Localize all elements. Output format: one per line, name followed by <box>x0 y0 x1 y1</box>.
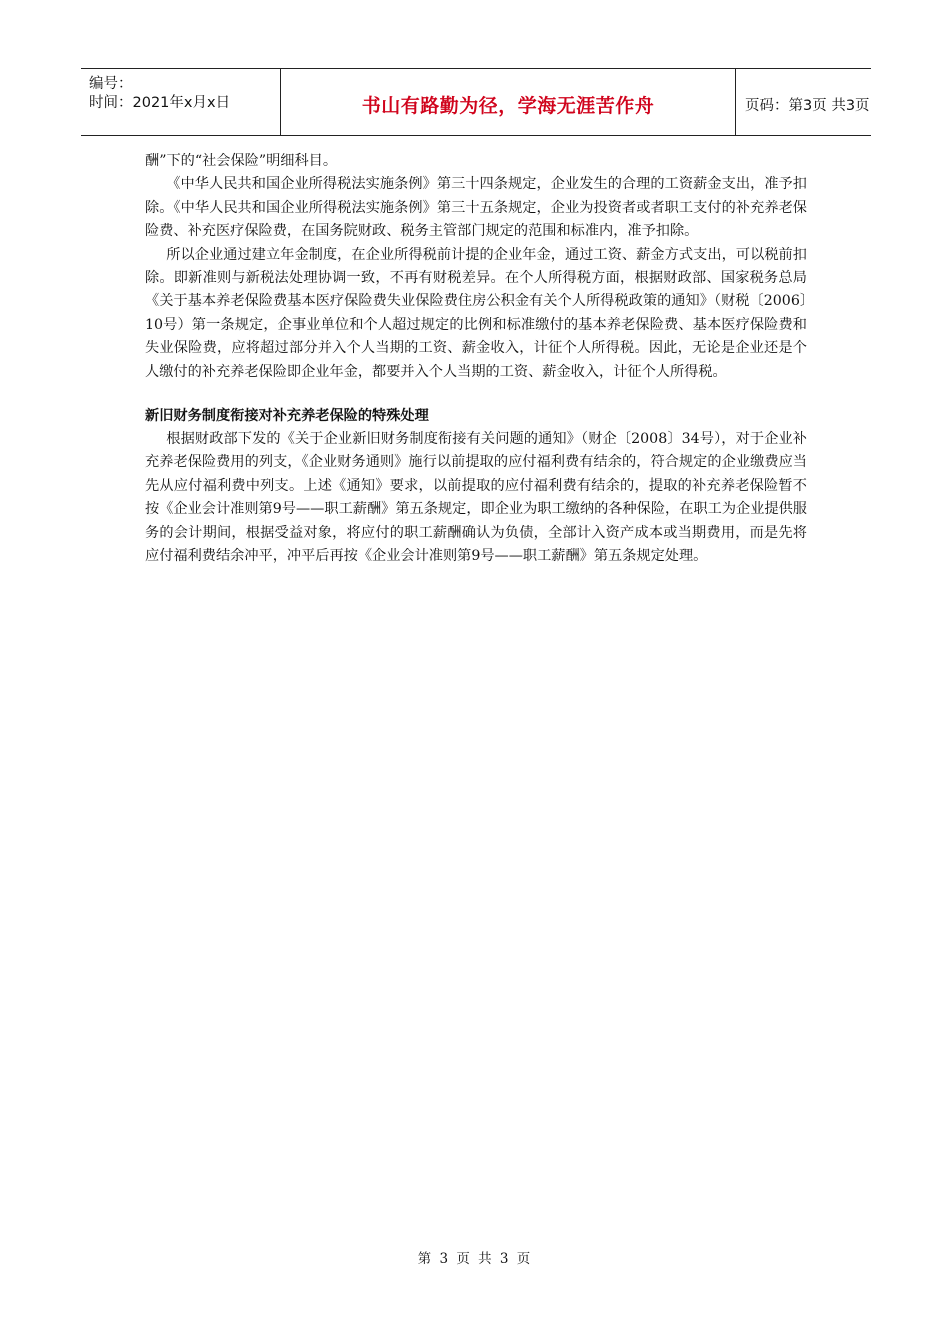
body-paragraph: 所以企业通过建立年金制度，在企业所得税前计提的企业年金，通过工资、薪金方式支出，可以税前扣除。即新准则与新税法处理协调一致，不再有财税差异。在个人所得税方面，根据财政部、国家税务总局《关于基本养老保险费基本医疗保险费失业保险费住房公积金有关个人所得税政策的通知》（财税〔2006〕10号）第一条规定，企事业单位和个人超过规定的比例和标准缴付的基本养老保险费、基本医疗保险费和失业保险费，应将超过部分并入个人当期的工资、薪金收入，计征个人所得税。因此，无论是企业还是个人缴付的补充养老保险即企业年金，都要并入个人当期的工资、薪金收入，计征个人所得税。 <box>145 246 807 380</box>
section-heading: 新旧财务制度衔接对补充养老保险的特殊处理 <box>145 408 429 425</box>
header-page-info: 页码：第3页 共3页 <box>745 98 870 114</box>
document-time-label: 时间：2021年x月x日 <box>89 95 231 111</box>
body-paragraph: 《中华人民共和国企业所得税法实施条例》第三十四条规定，企业发生的合理的工资薪金支出，准予扣除。《中华人民共和国企业所得税法实施条例》第三十五条规定，企业为投资者或者职工支付的补充养老保险费、补充医疗保险费，在国务院财政、税务主管部门规定的范围和标准内，准予扣除。 <box>145 176 807 240</box>
header-page-cell <box>736 69 871 135</box>
header-motto: 书山有路勤为径，学海无涯苦作舟 <box>361 95 655 117</box>
document-header <box>81 68 871 136</box>
page-footer: 第 3 页 共 3 页 <box>417 1251 533 1267</box>
document-code-label: 编号： <box>89 76 133 92</box>
document-body <box>145 150 807 569</box>
body-paragraph: 酬”下的“社会保险”明细科目。 <box>145 153 338 169</box>
header-meta-cell <box>81 69 281 135</box>
header-motto-cell <box>281 69 736 135</box>
section-paragraph: 根据财政部下发的《关于企业新旧财务制度衔接有关问题的通知》（财企〔2008〕34号），对于企业补充养老保险费用的列支，《企业财务通则》施行以前提取的应付福利费有结余的，符合规定的企业缴费应当先从应付福利费中列支。上述《通知》要求，以前提取的应付福利费有结余的，提取的补充养老保险暂不按《企业会计准则第9号——职工薪酬》第五条规定，即企业为职工缴纳的各种保险，在职工为企业提供服务的会计期间，根据受益对象，将应付的职工薪酬确认为负债，全部计入资产成本或当期费用，而是先将应付福利费结余冲平，冲平后再按《企业会计准则第9号——职工薪酬》第五条规定处理。 <box>145 431 807 565</box>
